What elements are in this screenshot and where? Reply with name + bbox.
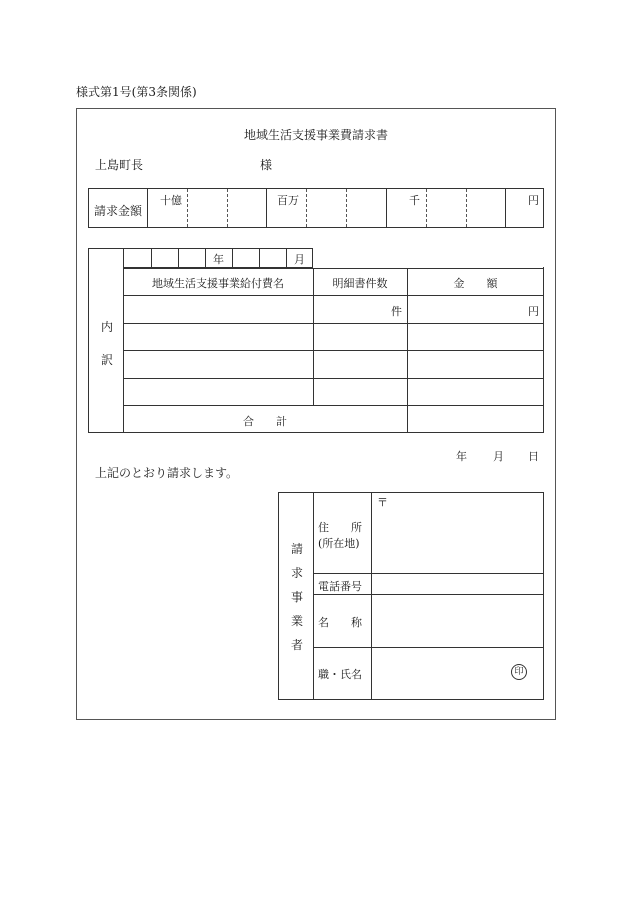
claimant-side-label-2: 求: [291, 566, 304, 580]
address-label: 住 所: [318, 521, 362, 534]
col-header-count: 明細書件数: [332, 277, 388, 290]
total-label: 合 計: [243, 415, 287, 428]
claimant-side-label-1: 請: [291, 542, 304, 556]
form-number: 様式第1号(第3条関係): [76, 85, 197, 99]
date-day: 日: [528, 450, 539, 463]
name-label: 名 称: [318, 616, 362, 629]
date-month: 月: [493, 450, 504, 463]
unit-yen: 円: [528, 194, 539, 207]
claim-statement: 上記のとおり請求します。: [95, 466, 239, 480]
unit-billion: 十億: [160, 194, 182, 207]
unit-thousand: 千: [409, 194, 420, 207]
claim-amount-label: 請求金額: [94, 204, 143, 218]
addressee-honorific: 様: [260, 158, 273, 172]
address-label-sub: (所在地): [318, 537, 360, 550]
col-header-amount: 金 額: [453, 277, 498, 290]
col-header-service: 地域生活支援事業給付費名: [152, 277, 284, 290]
breakdown-side-label-1: 内: [101, 320, 114, 334]
addressee-name: 上島町長: [95, 158, 144, 172]
representative-label: 職・氏名: [318, 668, 362, 681]
count-unit: 件: [391, 305, 402, 318]
unit-million: 百万: [277, 194, 299, 207]
claimant-side-label-4: 業: [291, 614, 304, 628]
period-month-label: 月: [294, 253, 305, 266]
form-title: 地域生活支援事業費請求書: [243, 128, 388, 142]
postal-mark: 〒: [377, 496, 388, 509]
breakdown-side-label-2: 訳: [101, 353, 114, 367]
date-year: 年: [456, 450, 467, 463]
amount-unit: 円: [528, 305, 539, 318]
phone-label: 電話番号: [318, 580, 362, 593]
period-year-label: 年: [213, 253, 224, 266]
seal-mark: 印: [511, 664, 527, 680]
claimant-side-label-5: 者: [291, 638, 304, 652]
claimant-side-label-3: 事: [291, 590, 304, 604]
